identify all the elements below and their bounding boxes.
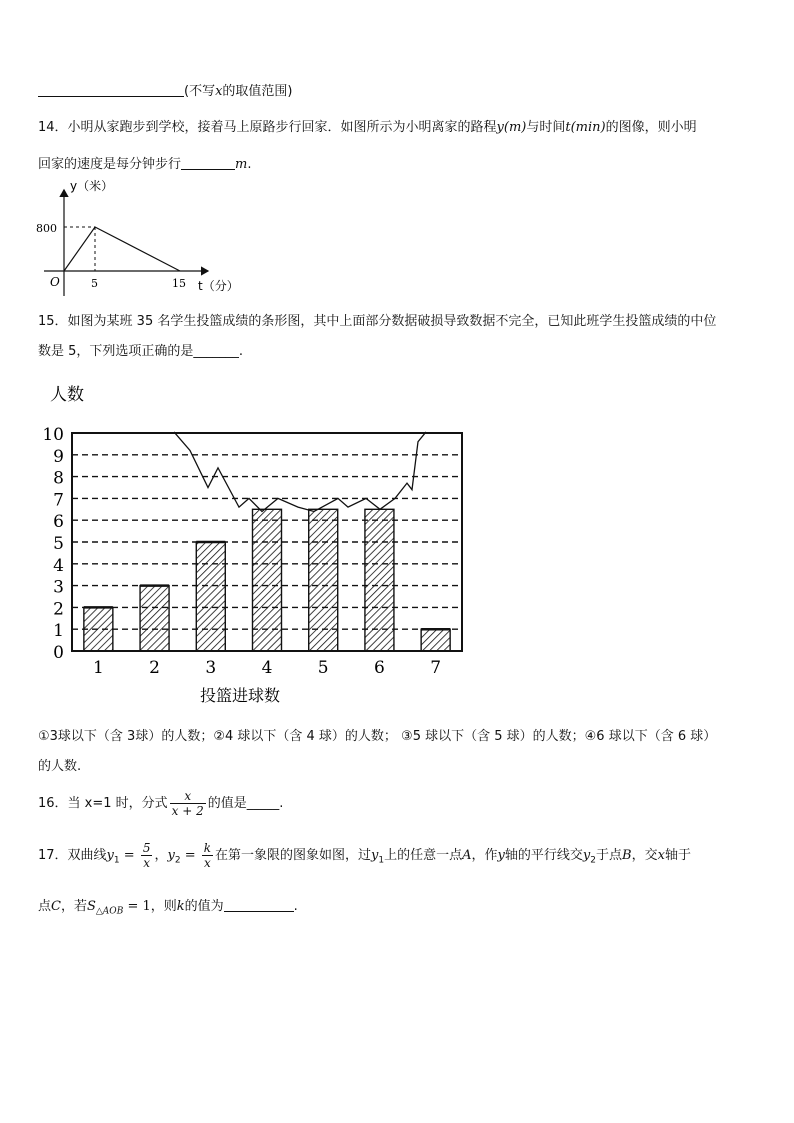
bar-chart xyxy=(30,378,490,708)
q17-eq2: = xyxy=(180,848,200,863)
chart-xlabel: 投篮进球数 xyxy=(200,686,281,705)
q13-tail2: 的取值范围) xyxy=(222,84,293,99)
y-tick-label: 9 xyxy=(53,446,64,467)
q17-area-value: = 1 xyxy=(123,899,151,914)
q17-point-a: A xyxy=(462,848,472,863)
x-tick-label: 4 xyxy=(261,658,273,678)
q14-unit: m xyxy=(235,157,248,172)
q17-text-g: ，交 xyxy=(631,848,658,863)
q17-y2-ref: y xyxy=(582,848,591,863)
y-tick-label: 5 xyxy=(53,534,64,554)
q13-tail: (不写 xyxy=(184,84,216,99)
q17-comma: ， xyxy=(154,848,168,863)
x-tick-label: 5 xyxy=(317,658,329,678)
q17-text-i: 点 xyxy=(38,899,52,914)
q16-text-a: 16．当 x=1 时，分式 xyxy=(38,796,168,811)
q17-y2-sub: 2 xyxy=(174,855,181,866)
q17-frac2-den: x xyxy=(203,856,211,870)
q17-text-j: ，若 xyxy=(60,899,87,914)
q15-line2: 数是 5，下列选项正确的是_______. xyxy=(38,344,244,359)
y-tick-label: 0 xyxy=(53,643,64,663)
graph-y-tick: 800 xyxy=(36,222,57,235)
y-tick-label: 3 xyxy=(53,577,64,598)
q17-y1-sub: 1 xyxy=(113,855,120,866)
q17-y1-ref: y xyxy=(371,848,379,863)
q15-options-line2: 的人数. xyxy=(38,759,82,774)
bar xyxy=(309,509,338,651)
graph-x-label: t（分） xyxy=(198,279,239,293)
q16-fraction xyxy=(170,789,206,818)
q17-text-c: 上的任意一点 xyxy=(384,848,463,863)
y-tick-label: 1 xyxy=(53,621,64,642)
answer-blank xyxy=(181,157,235,170)
q14-t-expr: t(min) xyxy=(565,120,606,135)
bar xyxy=(365,509,394,651)
bar xyxy=(84,607,113,651)
q13-line xyxy=(38,83,293,101)
q17-axis-x: x xyxy=(657,848,665,863)
q17-k: k xyxy=(176,899,185,914)
q16-denominator: x + 2 xyxy=(171,804,204,818)
q16-text-b: 的值是_____. xyxy=(207,796,284,811)
q17-eq1: = xyxy=(119,848,139,863)
y-tick-label: 10 xyxy=(42,425,64,445)
q14-text-c: 的图像，则小明 xyxy=(605,120,697,135)
q17-area-symbol: S xyxy=(86,899,96,914)
q17-y1: y xyxy=(106,848,114,863)
answer-blank xyxy=(224,899,294,912)
y-tick-label: 8 xyxy=(53,468,64,489)
bar xyxy=(140,586,169,651)
x-tick-label: 3 xyxy=(205,658,217,678)
distance-time-graph xyxy=(30,178,260,298)
x-tick-label: 1 xyxy=(92,658,104,678)
q17-text-h: 轴于 xyxy=(664,848,691,863)
q17-point-c: C xyxy=(51,899,61,914)
answer-blank xyxy=(38,84,184,97)
q14-line1 xyxy=(38,119,697,137)
q17-text-l: 的值为 xyxy=(184,899,224,914)
q14-text-b: 与时间 xyxy=(526,120,566,135)
q17-line2 xyxy=(38,898,298,921)
q17-area-sub: △AOB xyxy=(95,906,124,917)
q14-text-a: 14．小明从家跑步到学校，接着马上原路步行回家．如图所示为小明离家的路程 xyxy=(38,120,497,135)
q14-line2 xyxy=(38,156,251,174)
q15-options-line1: ①3球以下（含 3球）的人数；②4 球以下（含 4 球）的人数； ③5 球以下（含 5 球）的人数；④6 球以下（含 6 球） xyxy=(38,729,717,744)
q16-numerator: x xyxy=(170,789,206,804)
x-tick-label: 6 xyxy=(374,658,385,678)
graph-y-label: y（米） xyxy=(70,179,114,193)
graph-x-tick-5: 5 xyxy=(91,277,98,290)
x-tick-labels xyxy=(93,658,441,678)
y-tick-label: 7 xyxy=(53,490,64,511)
y-tick-labels xyxy=(42,425,64,663)
q17-text-d: ，作 xyxy=(471,848,498,863)
q17-fraction1 xyxy=(141,841,153,870)
x-tick-label: 2 xyxy=(149,658,160,678)
q13-var: x xyxy=(215,84,223,99)
q15-line1: 15．如图为某班 35 名学生投篮成绩的条形图，其中上面部分数据破损导致数据不完全，已知此班学生投篮成绩的中位 xyxy=(38,314,717,329)
graph-origin: O xyxy=(50,275,60,289)
q17-frac2-num: k xyxy=(203,841,212,855)
q17-frac1-num: 5 xyxy=(142,841,151,855)
bar xyxy=(253,509,282,651)
y-tick-label: 2 xyxy=(53,599,64,620)
y-tick-label: 6 xyxy=(53,512,64,533)
q17-y2-ref-sub: 2 xyxy=(590,855,597,866)
q17-y2: y xyxy=(167,848,175,863)
q16-line xyxy=(38,786,283,822)
y-tick-label: 4 xyxy=(53,555,64,576)
x-tick-label: 7 xyxy=(430,658,442,678)
q17-text-k: ，则 xyxy=(150,899,177,914)
graph-line xyxy=(64,227,180,271)
q14-y-expr: y(m) xyxy=(496,120,527,135)
q17-line1 xyxy=(38,838,691,874)
q17-axis-y: y xyxy=(497,848,505,863)
q17-fraction2 xyxy=(202,841,213,870)
q17-text-b: 在第一象限的图象如图，过 xyxy=(215,848,372,863)
q17-text-a: 17．双曲线 xyxy=(38,848,107,863)
bar xyxy=(196,542,225,651)
chart-ylabel: 人数 xyxy=(50,385,84,405)
torn-edge-line xyxy=(174,432,426,512)
graph-x-tick-15: 15 xyxy=(172,277,186,290)
q17-frac1-den: x xyxy=(143,856,151,870)
q17-text-e: 轴的平行线交 xyxy=(504,848,583,863)
q17-point-b: B xyxy=(622,848,632,863)
q14-period: . xyxy=(247,157,252,172)
q17-text-f: 于点 xyxy=(596,848,623,863)
q17-y1-ref-sub: 1 xyxy=(378,855,385,866)
q17-period: . xyxy=(293,899,298,914)
q14-text-d: 回家的速度是每分钟步行 xyxy=(38,157,182,172)
bar xyxy=(421,629,450,651)
